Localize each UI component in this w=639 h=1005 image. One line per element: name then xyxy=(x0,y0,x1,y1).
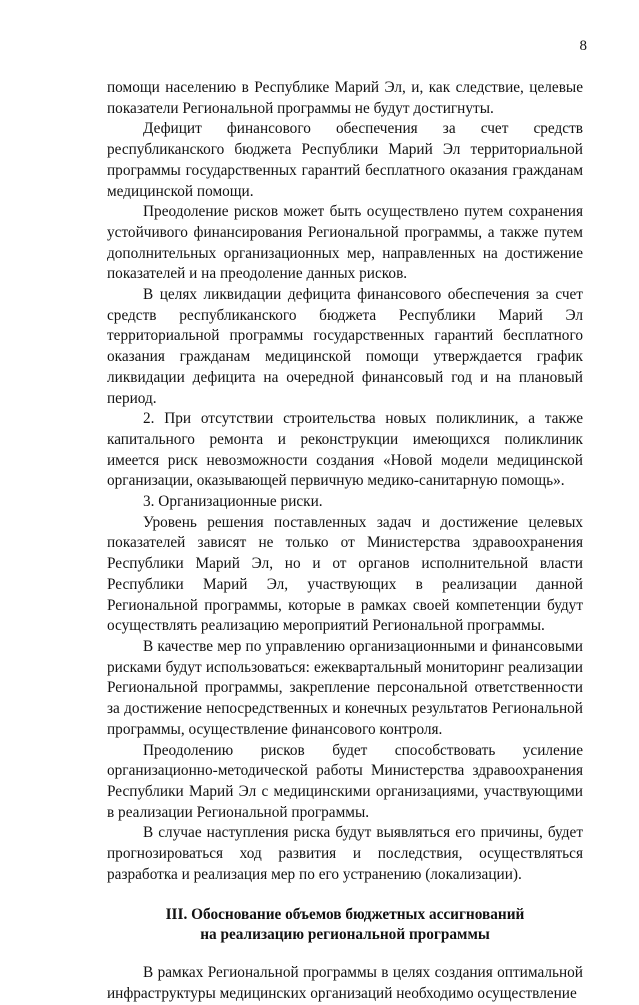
page-number: 8 xyxy=(579,38,587,54)
paragraph-5: 2. При отсутствии строительства новых поликлиник, а также капитального ремонта и реконструкции имеющихся поликлиник имеется риск невозможности создания «Новой модели медицинской организации, оказывающей первичную медико-санитарную помощь». xyxy=(107,410,583,490)
paragraph-11: В рамках Региональной программы в целях создания оптимальной инфраструктуры медицинских организаций необходимо осуществление xyxy=(107,964,583,1003)
paragraph-2: Дефицит финансового обеспечения за счет средств республиканского бюджета Республики Марий Эл территориальной программы государственных гарантий бесплатного оказания гражданам медицинской помощи. xyxy=(107,120,583,200)
paragraph-4: В целях ликвидации дефицита финансового обеспечения за счет средств республиканского бюджета Республики Марий Эл территориальной программы государственных гарантий бесплатного оказания гражданам медицинской помощи утверждается график ликвидации дефицита на очередной финансовый год и на плановый период. xyxy=(107,286,583,407)
paragraph-6: 3. Организационные риски. xyxy=(143,493,323,511)
paragraph-1: помощи населению в Республике Марий Эл, и, как следствие, целевые показатели Региональной программы не будут достигнуты. xyxy=(107,79,583,117)
section-heading xyxy=(107,905,583,945)
paragraph-7: Уровень решения поставленных задач и достижение целевых показателей зависят не только от Министерства здравоохранения Республики Марий Эл, но и от органов исполнительной власти Республики Марий Эл, участвующих в реализации данной Региональной программы, которые в рамках своей компетенции будут осуществлять реализацию мероприятий Региональной программы. xyxy=(107,513,583,635)
section-heading-line-1: III. Обоснование объемов бюджетных ассигнований xyxy=(165,906,525,924)
section-heading-line-2: на реализацию региональной программы xyxy=(200,926,490,944)
paragraph-9: Преодолению рисков будет способствовать усиление организационно-методической работы Министерства здравоохранения Республики Марий Эл с медицинскими организациями, участвующими в реализации Региональной программы. xyxy=(107,741,583,821)
document-body xyxy=(107,78,583,1005)
paragraph-10: В случае наступления риска будут выявляться его причины, будет прогнозироваться ход развития и последствия, осуществляться разработка и реализация мер по его устранению (локализации). xyxy=(107,824,583,883)
paragraph-3: Преодоление рисков может быть осуществлено путем сохранения устойчивого финансирования Региональной программы, а также путем дополнительных организационных мер, направленных на достижение показателей и на преодоление данных рисков. xyxy=(107,203,583,283)
paragraph-8: В качестве мер по управлению организационными и финансовыми рисками будут использоваться: ежеквартальный мониторинг реализации Региональной программы, закрепление персональной ответственности за достижение непосредственных и конечных результатов Региональной программы, осуществление финансового контроля. xyxy=(107,637,583,738)
